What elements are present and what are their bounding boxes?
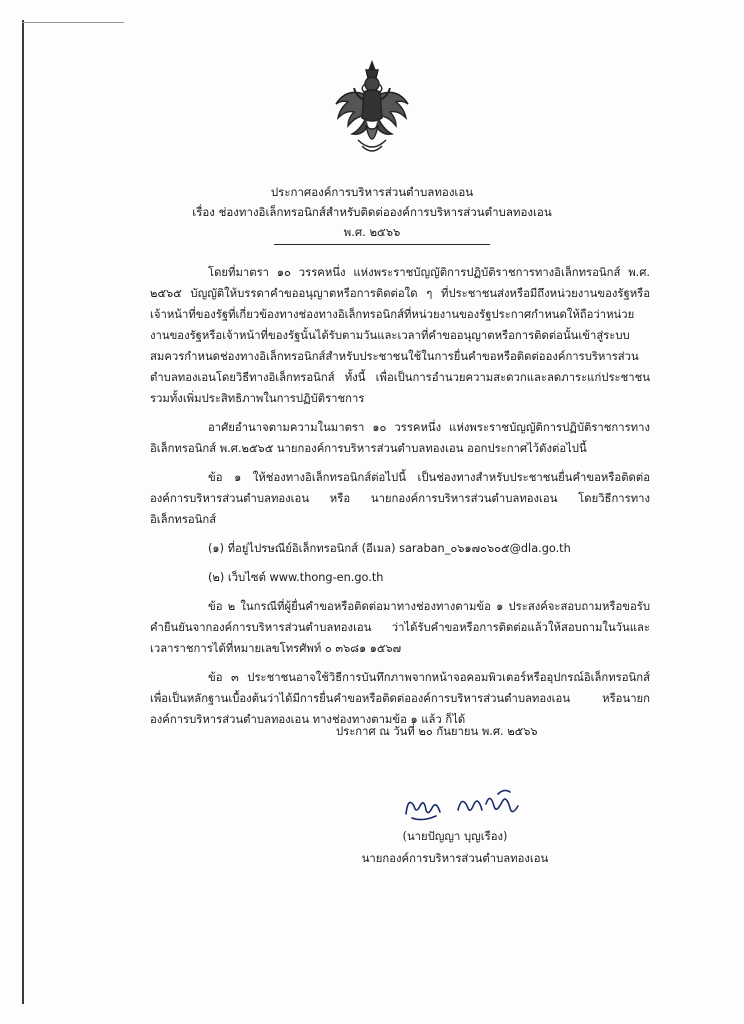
list-item-website: (๒) เว็บไซต์ www.thong-en.go.th (208, 571, 384, 584)
paragraph-authority (150, 417, 650, 459)
paragraph-preamble-text: โดยที่มาตรา ๑๐ วรรคหนึ่ง แห่งพระราชบัญญัติการปฏิบัติราชการทางอิเล็กทรอนิกส์ พ.ศ. ๒๕๖๕ บัญญัติให้บรรดาคำขออนุญาตหรือการติดต่อใด ๆ ที่ประชาชนส่งหรือมีถึงหน่วยงานของรัฐหรือเจ้าหน้าที่ของรัฐที่เกี่ยวข้องทางช่องทางอิเล็กทรอนิกส์ที่หน่วยงานของรัฐประกาศกำหนดให้ถือว่าหน่วยงานของรัฐหรือเจ้าหน้าที่ของรัฐนั้นได้รับตามวันและเวลาที่คำขออนุญาตหรือการติดต่อนั้นเข้าสู่ระบบ สมควรกำหนดช่องทางอิเล็กทรอนิกส์สำหรับประชาชนใช้ในการยื่นคำขอหรือติดต่อองค์การบริหารส่วนตำบลทองเอนโดยวิธีทางอิเล็กทรอนิกส์ ทั้งนี้ เพื่อเป็นการอำนวยความสะดวกและลดภาระแก่ประชาชน รวมทั้งเพิ่มประสิทธิภาพในการปฏิบัติราชการ (150, 266, 650, 405)
header-divider (274, 244, 490, 245)
paragraph-preamble (150, 262, 650, 409)
paragraph-clause-2 (150, 596, 650, 659)
header-title: ประกาศองค์การบริหารส่วนตำบลทองเอน (270, 185, 474, 199)
handwritten-signature-icon (398, 784, 528, 828)
announcement-date: ประกาศ ณ วันที่ ๒๐ กันยายน พ.ศ. ๒๕๖๖ (336, 725, 538, 738)
garuda-emblem-icon (332, 60, 412, 156)
paragraph-clause-3 (150, 667, 650, 730)
signer-title: นายกองค์การบริหารส่วนตำบลทองเอน (361, 852, 549, 865)
document-header (0, 182, 744, 242)
header-year: พ.ศ. ๒๕๖๖ (343, 225, 401, 239)
paragraph-clause-1-text: ข้อ ๑ ให้ช่องทางอิเล็กทรอนิกส์ต่อไปนี้ เป็นช่องทางสำหรับประชาชนยื่นคำขอหรือติดต่อองค์การบริหารส่วนตำบลทองเอน หรือ นายกองค์การบริหารส่วนตำบลทองเอน โดยวิธีการทางอิเล็กทรอนิกส์ (150, 471, 650, 526)
paragraph-clause-3-text: ข้อ ๓ ประชาชนอาจใช้วิธีการบันทึกภาพจากหน้าจอคอมพิวเตอร์หรืออุปกรณ์อิเล็กทรอนิกส์เพื่อเป็นหลักฐานเบื้องต้นว่าได้มีการยื่นคำขอหรือติดต่อองค์การบริหารส่วนตำบลทองเอน หรือนายกองค์การบริหารส่วนตำบลทองเอน ทางช่องทางตามข้อ ๑ แล้ว ก็ได้ (150, 671, 650, 726)
paragraph-authority-text: อาศัยอำนาจตามความในมาตรา ๑๐ วรรคหนึ่ง แห่งพระราชบัญญัติการปฏิบัติราชการทางอิเล็กทรอนิกส์ พ.ศ.๒๕๖๕ นายกองค์การบริหารส่วนตำบลทองเอน ออกประกาศไว้ดังต่อไปนี้ (150, 421, 650, 455)
paragraph-clause-1 (150, 467, 650, 530)
header-subject: เรื่อง ช่องทางอิเล็กทรอนิกส์สำหรับติดต่อองค์การบริหารส่วนตำบลทองเอน (192, 205, 552, 219)
signer-name: (นายปัญญา บุญเรือง) (402, 830, 508, 843)
list-item-email: (๑) ที่อยู่ไปรษณีย์อิเล็กทรอนิกส์ (อีเมล) saraban_๐๖๑๗๐๖๐๕@dla.go.th (208, 542, 571, 555)
document-body (150, 262, 650, 738)
signer-block (360, 826, 550, 870)
paragraph-clause-2-text: ข้อ ๒ ในกรณีที่ผู้ยื่นคำขอหรือติดต่อมาทางช่องทางตามข้อ ๑ ประสงค์จะสอบถามหรือขอรับคำยืนยันจากองค์การบริหารส่วนตำบลทองเอน ว่าได้รับคำขอหรือการติดต่อแล้วให้สอบถามในวันและเวลาราชการได้ที่หมายเลขโทรศัพท์ ๐ ๓๖๘๑ ๑๕๖๗ (150, 600, 650, 655)
page-top-border (22, 22, 124, 23)
page-left-border (22, 20, 24, 1004)
